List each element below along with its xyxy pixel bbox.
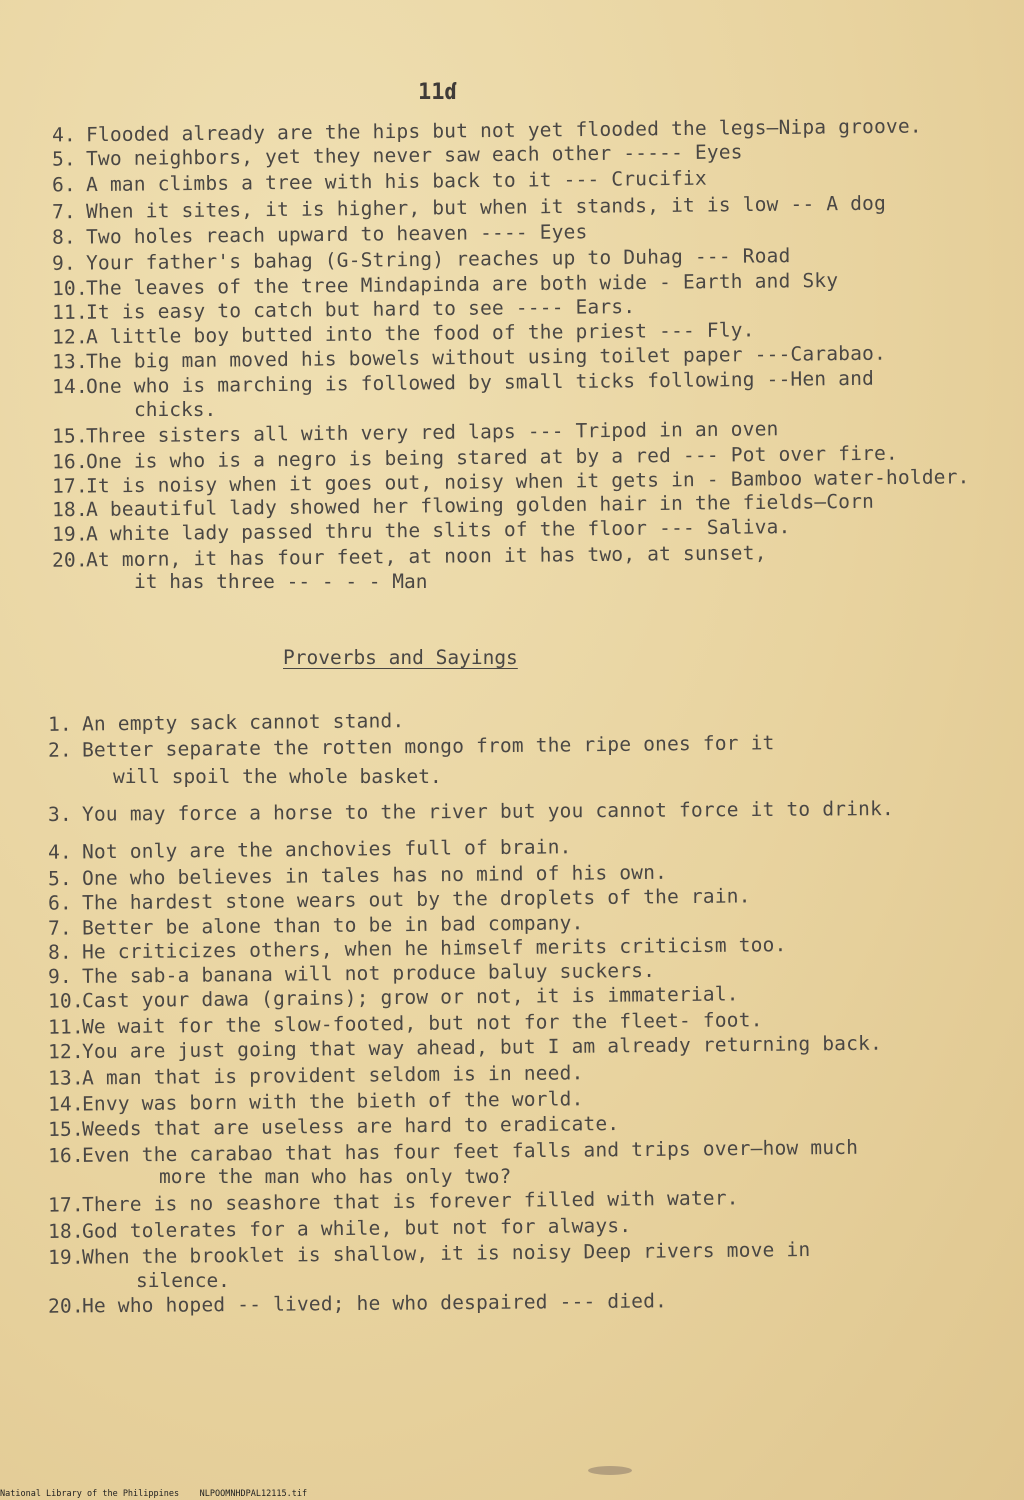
item-text: One who believes in tales has no mind of his own. (81, 860, 668, 890)
item-number: 4. (47, 840, 73, 864)
item-number: 15. (47, 1117, 84, 1141)
item-text: Envy was born with the bieth of the world. (81, 1087, 584, 1116)
item-number: 8. (51, 225, 77, 249)
list-item (48, 1186, 739, 1216)
item-number: 5. (47, 866, 73, 891)
list-item (48, 835, 572, 863)
footer-filename: NLPOOMNHDPAL12115.tif (199, 1489, 308, 1499)
item-text: At morn, it has four feet, at noon it has two, at sunset, (85, 541, 767, 572)
list-item (52, 192, 886, 224)
item-number: 8. (47, 940, 73, 964)
item-number: 13. (47, 1066, 84, 1090)
item-number: 12. (51, 325, 88, 349)
item-number: 12. (47, 1039, 84, 1064)
item-number: 6. (47, 891, 73, 915)
item-text: It is easy to catch but hard to see ---- Ears. (85, 294, 636, 324)
list-item-continuation: it has three -- - - - Man (134, 570, 428, 593)
item-text: A little boy butted into the food of the priest --- Fly. (85, 318, 755, 349)
item-text: Cast your dawa (grains); grow or not, it is immaterial. (81, 982, 739, 1013)
list-item (52, 220, 588, 249)
list-item-continuation: chicks. (134, 398, 217, 421)
page-number: 11ɗ (418, 80, 458, 105)
item-number: 11. (47, 1015, 84, 1039)
item-number: 18. (51, 497, 88, 522)
item-text: He who hoped -- lived; he who despaired --- died. (81, 1289, 668, 1318)
list-item (48, 1087, 584, 1116)
item-number: 1. (47, 712, 73, 736)
item-number: 13. (51, 349, 88, 374)
footer-library: National Library of the Philippines (0, 1489, 180, 1499)
item-number: 14. (47, 1092, 84, 1116)
item-number: 18. (47, 1219, 84, 1244)
item-text: Better separate the rotten mongo from the ripe ones for it (81, 731, 775, 762)
item-text: The big man moved his bowels without using toilet paper ---Carabao. (85, 341, 887, 374)
list-item-continuation: will spoil the whole basket. (113, 765, 442, 788)
item-number: 6. (51, 173, 77, 197)
item-text: You are just going that way ahead, but I am already returning back. (81, 1031, 883, 1064)
list-item-continuation: more the man who has only two? (159, 1165, 512, 1188)
item-number: 17. (51, 474, 88, 498)
item-text: The sab-a banana will not produce baluy suckers. (81, 958, 656, 988)
item-text: Two holes reach upward to heaven ---- Eyes (85, 220, 588, 249)
list-item (48, 1112, 620, 1141)
footer (0, 1489, 307, 1499)
item-number: 16. (47, 1143, 84, 1168)
item-text: Three sisters all with very red laps --- Tripod in an oven (85, 417, 779, 448)
item-number: 19. (47, 1245, 84, 1269)
list-item (52, 167, 707, 197)
list-item (48, 1136, 858, 1167)
item-number: 20. (51, 548, 88, 572)
item-text: A man climbs a tree with his back to it --- Crucifix (85, 166, 707, 197)
list-item (48, 709, 405, 736)
item-number: 20. (47, 1294, 84, 1318)
item-text: A man that is provident seldom is in need. (81, 1061, 584, 1090)
item-text: The hardest stone wears out by the droplets of the rain. (81, 884, 751, 915)
item-number: 16. (51, 450, 88, 474)
list-item (48, 731, 775, 762)
list-item (48, 1061, 584, 1090)
list-item (48, 1289, 667, 1317)
item-number: 7. (51, 200, 77, 224)
item-text: Even the carabao that has four feet falls and trips over—how much (81, 1135, 859, 1167)
list-item (48, 1214, 631, 1243)
item-text: One who is marching is followed by small ticks following --Hen and (85, 366, 875, 398)
list-item (52, 114, 922, 146)
item-number: 15. (51, 424, 88, 448)
item-text: There is no seashore that is forever filled with water. (81, 1186, 739, 1217)
section-heading: Proverbs and Sayings (283, 646, 518, 669)
item-text: Better be alone than to be in bad company. (81, 911, 584, 940)
item-number: 11. (51, 300, 88, 325)
item-text: A beautiful lady showed her flowing golden hair in the fields—Corn (85, 489, 875, 521)
item-number: 3. (47, 802, 72, 826)
item-number: 7. (47, 916, 73, 940)
item-text: Not only are the anchovies full of brain. (81, 835, 572, 864)
item-text: A white lady passed thru the slits of the floor --- Saliva. (85, 515, 791, 546)
item-text: Your father's bahag (G-String) reaches up to Duhag --- Road (85, 244, 791, 275)
item-number: 17. (47, 1193, 84, 1217)
item-text: When the brooklet is shallow, it is noisy Deep rivers move in (81, 1238, 811, 1269)
item-text: Weeds that are useless are hard to eradicate. (81, 1112, 620, 1141)
item-number: 4. (51, 123, 77, 147)
item-text: The leaves of the tree Mindapinda are both wide - Earth and Sky (85, 268, 839, 300)
item-text: We wait for the slow-footed, but not for the fleet- foot. (81, 1008, 763, 1039)
item-text: He criticizes others, when he himself merits criticism too. (81, 933, 787, 964)
item-text: Two neighbors, yet they never saw each other ----- Eyes (85, 140, 743, 171)
list-item-continuation: silence. (136, 1269, 230, 1292)
item-number: 10. (47, 989, 84, 1013)
item-text: One is who is a negro is being stared at by a red --- Pot over fire. (85, 441, 899, 474)
item-text: An empty sack cannot stand. (81, 709, 405, 736)
item-number: 9. (47, 964, 73, 989)
item-number: 10. (51, 276, 88, 301)
list-item (52, 541, 767, 571)
item-number: 5. (51, 147, 77, 171)
item-number: 19. (51, 522, 88, 546)
ink-smudge (588, 1466, 632, 1475)
item-text: God tolerates for a while, but not for always. (81, 1213, 632, 1243)
item-number: 14. (51, 374, 88, 399)
item-text: Flooded already are the hips but not yet flooded the legs—Nipa groove. (85, 114, 922, 147)
item-text: When it sites, it is higher, but when it stands, it is low -- A dog (85, 191, 887, 224)
item-text: You may force a horse to the river but you cannot force it to drink. (81, 797, 894, 826)
item-number: 2. (47, 738, 73, 762)
list-item (48, 1238, 811, 1269)
item-number: 9. (51, 251, 77, 275)
list-item (48, 797, 894, 826)
item-text: It is noisy when it goes out, noisy when it gets in - Bamboo water-holder. (85, 465, 970, 498)
